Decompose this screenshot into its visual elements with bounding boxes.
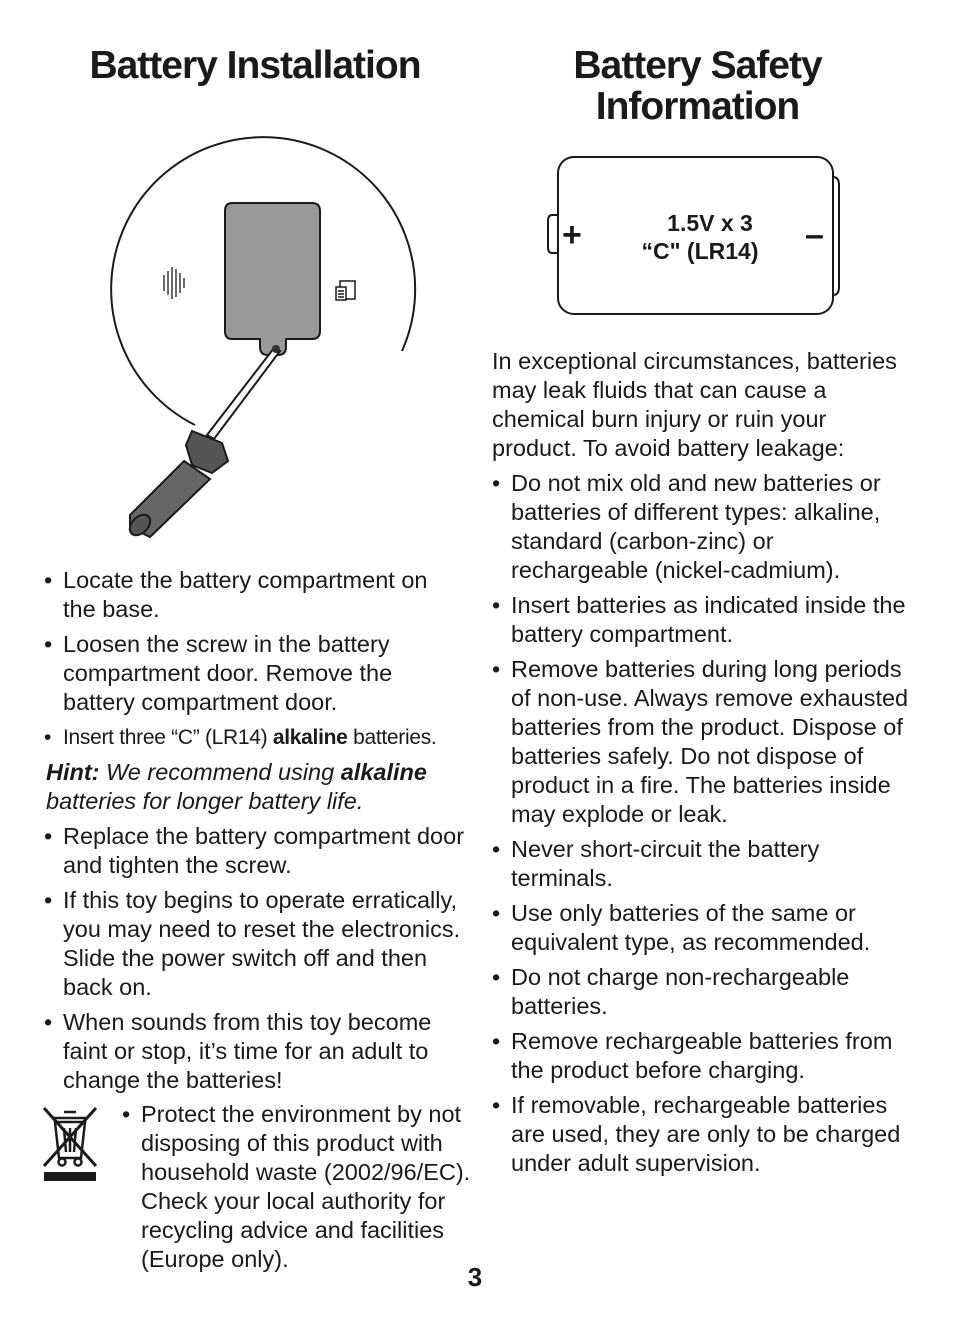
battery-installation-title: Battery Installation	[89, 44, 421, 87]
insert-text-suffix: batteries.	[347, 726, 437, 749]
compartment-door	[225, 203, 320, 355]
safety-item: • Do not mix old and new batteries or batteries of different types: alkaline, standard (carbon-zinc) or rechargeable (nickel-cadmium).	[492, 469, 912, 585]
battery-plus-sign: +	[562, 216, 582, 254]
battery-compartment-illustration	[100, 125, 430, 545]
installation-step: • Locate the battery compartment on the base.	[44, 566, 464, 624]
installation-step: • If this toy begins to operate erratically, you may need to reset the electronics. Slide the power switch off and then back on.	[44, 886, 464, 1002]
speaker-grill-icon	[164, 267, 184, 299]
power-switch-icon	[336, 281, 355, 300]
safety-item: • Remove rechargeable batteries from the product before charging.	[492, 1027, 912, 1085]
installation-instructions	[44, 566, 464, 1101]
page-number: 3	[467, 1262, 483, 1292]
installation-step: • Replace the battery compartment door and tighten the screw.	[44, 822, 464, 880]
installation-step-insert	[44, 723, 464, 752]
hint-note	[46, 758, 464, 816]
hint-alkaline: alkaline	[340, 759, 427, 785]
safety-item: • If removable, rechargeable batteries are used, they are only to be charged under adult supervision.	[492, 1091, 912, 1178]
hint-suffix: batteries for longer battery life.	[46, 788, 364, 814]
safety-intro: In exceptional circumstances, batteries may leak fluids that can cause a chemical burn injury or ruin your product. To avoid battery leakage:	[492, 348, 897, 461]
installation-steps-list	[44, 566, 464, 752]
crossed-out-wheelie-bin-icon	[40, 1102, 100, 1184]
battery-label-line1: 1.5V x 3	[667, 210, 753, 236]
installation-step: • Loosen the screw in the battery compartment door. Remove the battery compartment door.	[44, 630, 464, 717]
battery-safety-title	[505, 45, 890, 127]
battery-safety-title-line1: Battery Safety	[573, 44, 822, 87]
battery-safety-title-line2: Information	[595, 85, 800, 128]
battery-minus-sign: –	[805, 216, 824, 254]
hint-label: Hint:	[46, 759, 100, 785]
safety-item: • Do not charge non-rechargeable batteries.	[492, 963, 912, 1021]
insert-text-prefix: Insert three “C” (LR14)	[63, 726, 273, 749]
safety-information	[492, 347, 912, 1184]
safety-item: • Never short-circuit the battery terminals.	[492, 835, 912, 893]
installation-steps-list-2	[44, 822, 464, 1095]
hint-prefix: We recommend using	[99, 759, 341, 785]
safety-item: • Use only batteries of the same or equivalent type, as recommended.	[492, 899, 912, 957]
battery-label-line2: “C" (LR14)	[641, 238, 759, 264]
weee-list	[122, 1100, 472, 1274]
safety-item: • Remove batteries during long periods of non-use. Always remove exhausted batteries from the product. Dispose of batteries safely. Do not dispose of product in a fire. The batteries inside may explode or leak.	[492, 655, 912, 829]
safety-item: • Insert batteries as indicated inside the battery compartment.	[492, 591, 912, 649]
insert-text-alkaline: alkaline	[272, 726, 348, 749]
safety-list	[492, 469, 912, 1178]
installation-step: • When sounds from this toy become faint or stop, it’s time for an adult to change the batteries!	[44, 1008, 464, 1095]
screwdriver-icon	[126, 345, 280, 539]
weee-text: • Protect the environment by not disposing of this product with household waste (2002/96/EC). Check your local authority for recycling advice and facilities (Europe only).	[122, 1100, 472, 1274]
